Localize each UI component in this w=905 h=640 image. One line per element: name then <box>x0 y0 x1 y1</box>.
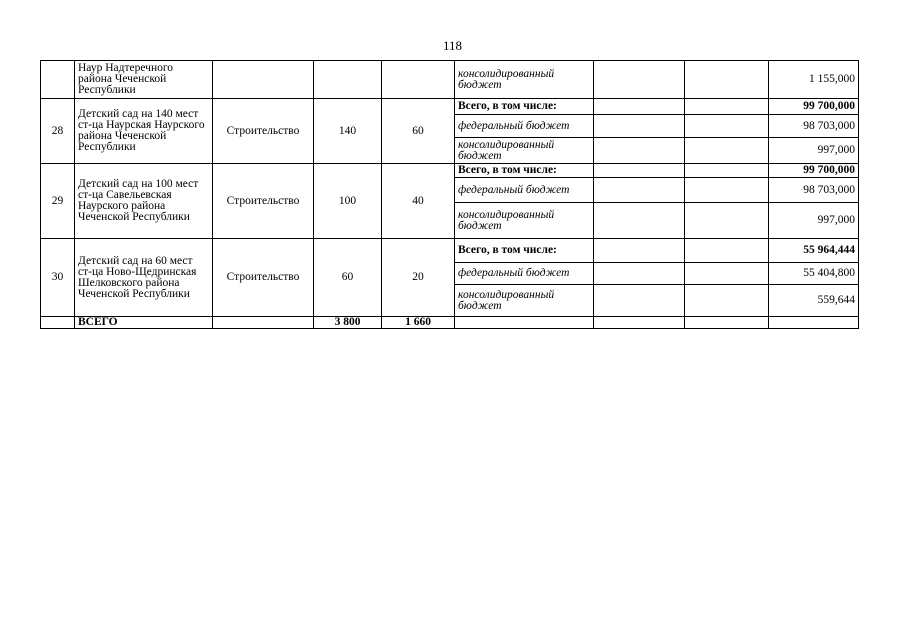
places-count: 100 <box>314 164 382 239</box>
grand-total-value2: 1 660 <box>382 317 455 329</box>
funding-amount: 55 404,800 <box>769 263 859 285</box>
table-cell-empty <box>594 263 685 285</box>
table-cell-empty <box>594 115 685 138</box>
page-number: 118 <box>442 38 463 53</box>
funding-amount: 997,000 <box>769 138 859 164</box>
table-cell-empty <box>594 164 685 178</box>
work-type: Строительство <box>213 239 314 317</box>
table-cell-empty <box>685 239 769 263</box>
table-cell-work <box>213 61 314 99</box>
total-label: Всего, в том числе: <box>455 164 594 178</box>
table-cell-empty <box>685 61 769 99</box>
table-cell-no <box>41 317 75 329</box>
table-cell-work <box>213 317 314 329</box>
funding-source: федеральный бюджет <box>455 115 594 138</box>
object-name: Детский сад на 60 мест ст-ца Ново-Щедринская Шелковского района Чеченской Республики <box>75 239 213 317</box>
places-count: 140 <box>314 99 382 164</box>
table-row <box>41 99 859 115</box>
table-cell-value2 <box>382 61 455 99</box>
table-cell-empty <box>594 285 685 317</box>
object-name: Детский сад на 140 мест ст-ца Наурская Наурского района Чеченской Республики <box>75 99 213 164</box>
grand-total-label: ВСЕГО <box>75 317 213 329</box>
table-cell-empty <box>685 115 769 138</box>
table-cell-empty <box>685 138 769 164</box>
row-number: 30 <box>41 239 75 317</box>
table-row-continuation <box>41 61 859 99</box>
table-cell-empty <box>594 317 685 329</box>
table-cell-empty <box>685 263 769 285</box>
table-cell-empty <box>594 239 685 263</box>
funding-amount: 98 703,000 <box>769 178 859 203</box>
value-2: 60 <box>382 99 455 164</box>
value-2: 40 <box>382 164 455 239</box>
table-cell-places <box>314 61 382 99</box>
table-cell-empty <box>594 61 685 99</box>
places-count: 60 <box>314 239 382 317</box>
object-name: Детский сад на 100 мест ст-ца Савельевская Наурского района Чеченской Республики <box>75 164 213 239</box>
table-cell-empty <box>685 164 769 178</box>
total-amount: 99 700,000 <box>769 99 859 115</box>
table-cell-empty <box>594 99 685 115</box>
work-type: Строительство <box>213 99 314 164</box>
table-cell-no <box>41 61 75 99</box>
funding-source: консолидированный бюджет <box>455 138 594 164</box>
object-name: Наур Надтеречного района Чеченской Республики <box>75 61 213 99</box>
budget-table <box>40 60 859 329</box>
table-cell-empty <box>769 317 859 329</box>
grand-total-places: 3 800 <box>314 317 382 329</box>
total-amount: 99 700,000 <box>769 164 859 178</box>
funding-amount: 559,644 <box>769 285 859 317</box>
table-cell-empty <box>685 178 769 203</box>
table-cell-empty <box>594 138 685 164</box>
table-row <box>41 164 859 178</box>
table-cell-empty <box>685 203 769 239</box>
table-cell-empty <box>685 99 769 115</box>
row-number: 28 <box>41 99 75 164</box>
table-cell-empty <box>685 317 769 329</box>
funding-source: федеральный бюджет <box>455 263 594 285</box>
work-type: Строительство <box>213 164 314 239</box>
total-label: Всего, в том числе: <box>455 99 594 115</box>
funding-amount: 1 155,000 <box>769 61 859 99</box>
funding-source: консолидированный бюджет <box>455 61 594 99</box>
table-cell-empty <box>594 203 685 239</box>
funding-source: консолидированный бюджет <box>455 203 594 239</box>
total-label: Всего, в том числе: <box>455 239 594 263</box>
funding-source: федеральный бюджет <box>455 178 594 203</box>
funding-source: консолидированный бюджет <box>455 285 594 317</box>
table-row-grand-total <box>41 317 859 329</box>
table-row <box>41 239 859 263</box>
table-cell-empty <box>455 317 594 329</box>
row-number: 29 <box>41 164 75 239</box>
table-cell-empty <box>685 285 769 317</box>
value-2: 20 <box>382 239 455 317</box>
funding-amount: 997,000 <box>769 203 859 239</box>
table-cell-empty <box>594 178 685 203</box>
total-amount: 55 964,444 <box>769 239 859 263</box>
funding-amount: 98 703,000 <box>769 115 859 138</box>
